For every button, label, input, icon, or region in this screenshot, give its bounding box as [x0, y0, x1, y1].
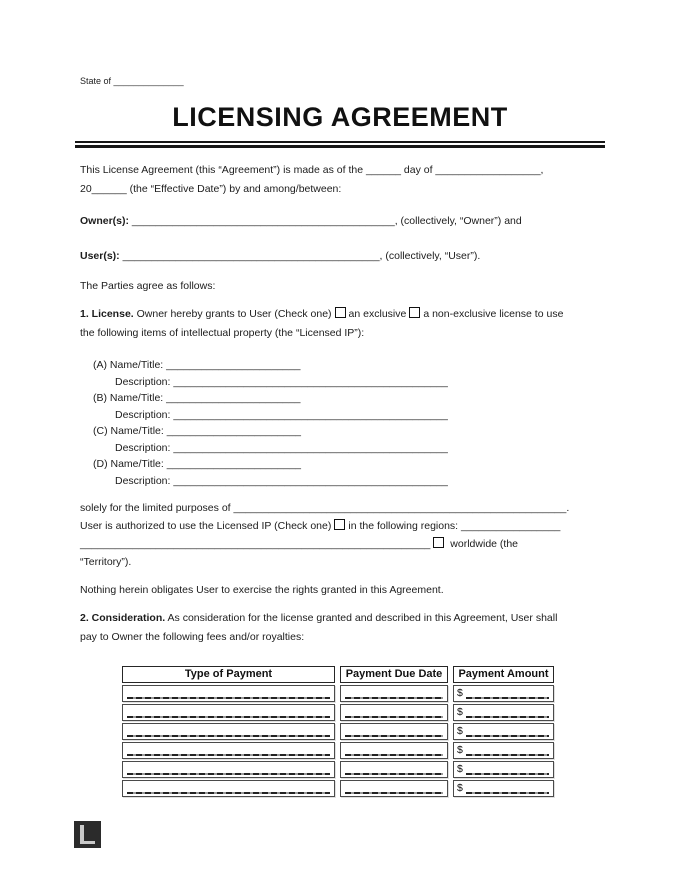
title-divider [75, 141, 605, 148]
purpose-line-1: solely for the limited purposes of _________________________________________________________. [80, 502, 570, 514]
ip-item-d-name-blank: Name/Title: _______________________ [107, 458, 302, 470]
blank-line [345, 754, 443, 756]
blank-line [345, 773, 443, 775]
purpose-line-4: “Territory”). [80, 556, 132, 568]
blank-line [127, 773, 330, 775]
legal-templates-logo-icon [74, 821, 101, 848]
payment-due-date-cell[interactable] [340, 685, 448, 702]
purpose-line-2-text: User is authorized to use the Licensed IP (Check one) [80, 520, 332, 532]
dollar-sign: $ [457, 687, 463, 699]
payment-amount-cell[interactable] [453, 723, 554, 740]
ip-item-d-name-line [93, 456, 448, 473]
col-header-type-of-payment: Type of Payment [122, 666, 335, 683]
user-line [80, 247, 480, 266]
payment-amount-cell[interactable] [453, 780, 554, 797]
col-header-payment-amount: Payment Amount [453, 666, 554, 683]
payment-due-date-cell[interactable] [340, 742, 448, 759]
dollar-sign: $ [457, 706, 463, 718]
owner-blank: _____________________________________________, (collectively, “Owner”) and [129, 215, 522, 227]
payment-amount-cell[interactable] [453, 761, 554, 778]
worldwide-option-label: worldwide (the [447, 538, 519, 550]
col-header-payment-due-date: Payment Due Date [340, 666, 448, 683]
regions-blank: in the following regions: _________________ [348, 520, 561, 532]
regions-checkbox-icon[interactable] [334, 519, 345, 530]
worldwide-checkbox-icon[interactable] [433, 537, 444, 548]
blank-line [466, 773, 549, 775]
dollar-sign: $ [457, 763, 463, 775]
consideration-line-1 [80, 609, 557, 628]
payment-due-date-cell[interactable] [340, 780, 448, 797]
consideration-line-2: pay to Owner the following fees and/or royalties: [80, 631, 305, 643]
ip-item-c-desc-line: Description: _______________________________________________ [115, 441, 448, 454]
user-blank: ____________________________________________, (collectively, “User”). [119, 250, 481, 262]
non-exclusive-option-label: a non-exclusive license to use [423, 308, 564, 320]
blank-line [466, 754, 549, 756]
blank-line [127, 792, 330, 794]
payment-amount-cell[interactable] [453, 704, 554, 721]
blank-line [127, 697, 330, 699]
exclusive-checkbox-icon[interactable] [335, 307, 346, 318]
payment-type-cell[interactable] [122, 704, 335, 721]
license-section [80, 305, 563, 343]
payment-amount-cell[interactable] [453, 742, 554, 759]
parties-agree-line: The Parties agree as follows: [80, 280, 216, 292]
page-title: LICENSING AGREEMENT [172, 102, 508, 132]
state-of-line: State of ______________ [80, 76, 184, 86]
dollar-sign: $ [457, 725, 463, 737]
dollar-sign: $ [457, 744, 463, 756]
payment-due-date-cell[interactable] [340, 761, 448, 778]
license-line-2: the following items of intellectual property (the “Licensed IP”): [80, 327, 365, 339]
payment-table [122, 666, 554, 797]
owner-label: Owner(s): [80, 215, 130, 227]
blank-line [127, 716, 330, 718]
ip-item-b-desc-line: Description: _______________________________________________ [115, 408, 448, 421]
license-heading: 1. License. [80, 308, 134, 320]
consideration-text: As consideration for the license granted and described in this Agreement, User shall [165, 612, 558, 624]
blank-line [345, 792, 443, 794]
no-obligation-line: Nothing herein obligates User to exercise the rights granted in this Agreement. [80, 584, 444, 596]
intro-line-1: This License Agreement (this “Agreement”) is made as of the ______ day of __________________, [80, 164, 544, 176]
license-line-1 [80, 305, 563, 324]
blank-line [466, 735, 549, 737]
ip-item-c-id: (C) [93, 425, 108, 437]
intro-line-2: 20______ (the “Effective Date”) by and among/between: [80, 183, 342, 195]
payment-due-date-cell[interactable] [340, 704, 448, 721]
blank-line [127, 754, 330, 756]
blank-line [345, 697, 443, 699]
purpose-paragraph [80, 499, 569, 571]
non-exclusive-checkbox-icon[interactable] [409, 307, 420, 318]
licensed-ip-list [80, 357, 448, 489]
purpose-line-3 [80, 535, 569, 553]
payment-type-cell[interactable] [122, 685, 335, 702]
blank-line [127, 735, 330, 737]
payment-type-cell[interactable] [122, 723, 335, 740]
ip-item-d-desc-line: Description: _______________________________________________ [115, 474, 448, 487]
ip-item-b-id: (B) [93, 392, 107, 404]
ip-item-a-name-line [93, 357, 448, 374]
ip-item-d-id: (D) [93, 458, 108, 470]
dollar-sign: $ [457, 782, 463, 794]
regions-blank-continued: ____________________________________________________________ [80, 538, 431, 550]
ip-item-a-desc-line: Description: _______________________________________________ [115, 375, 448, 388]
ip-item-c-name-line [93, 423, 448, 440]
ip-item-b-name-line [93, 390, 448, 407]
logo-letter-l [80, 825, 95, 844]
blank-line [345, 716, 443, 718]
intro-paragraph [80, 161, 543, 199]
ip-item-a-name-blank: Name/Title: _______________________ [107, 359, 301, 371]
blank-line [345, 735, 443, 737]
ip-item-b-name-blank: Name/Title: _______________________ [107, 392, 301, 404]
payment-type-cell[interactable] [122, 780, 335, 797]
consideration-section [80, 609, 557, 647]
blank-line [466, 792, 549, 794]
owner-line [80, 212, 522, 231]
title-divider-thick-bar [75, 145, 605, 148]
blank-line [466, 716, 549, 718]
payment-amount-cell[interactable] [453, 685, 554, 702]
exclusive-option-label: an exclusive [348, 308, 407, 320]
consideration-heading: 2. Consideration. [80, 612, 166, 624]
purpose-line-2 [80, 517, 569, 535]
license-text-before-checkboxes: Owner hereby grants to User (Check one) [133, 308, 332, 320]
blank-line [466, 697, 549, 699]
user-label: User(s): [80, 250, 120, 262]
ip-item-c-name-blank: Name/Title: _______________________ [107, 425, 302, 437]
payment-type-cell[interactable] [122, 742, 335, 759]
payment-type-cell[interactable] [122, 761, 335, 778]
ip-item-a-id: (A) [93, 359, 107, 371]
payment-due-date-cell[interactable] [340, 723, 448, 740]
